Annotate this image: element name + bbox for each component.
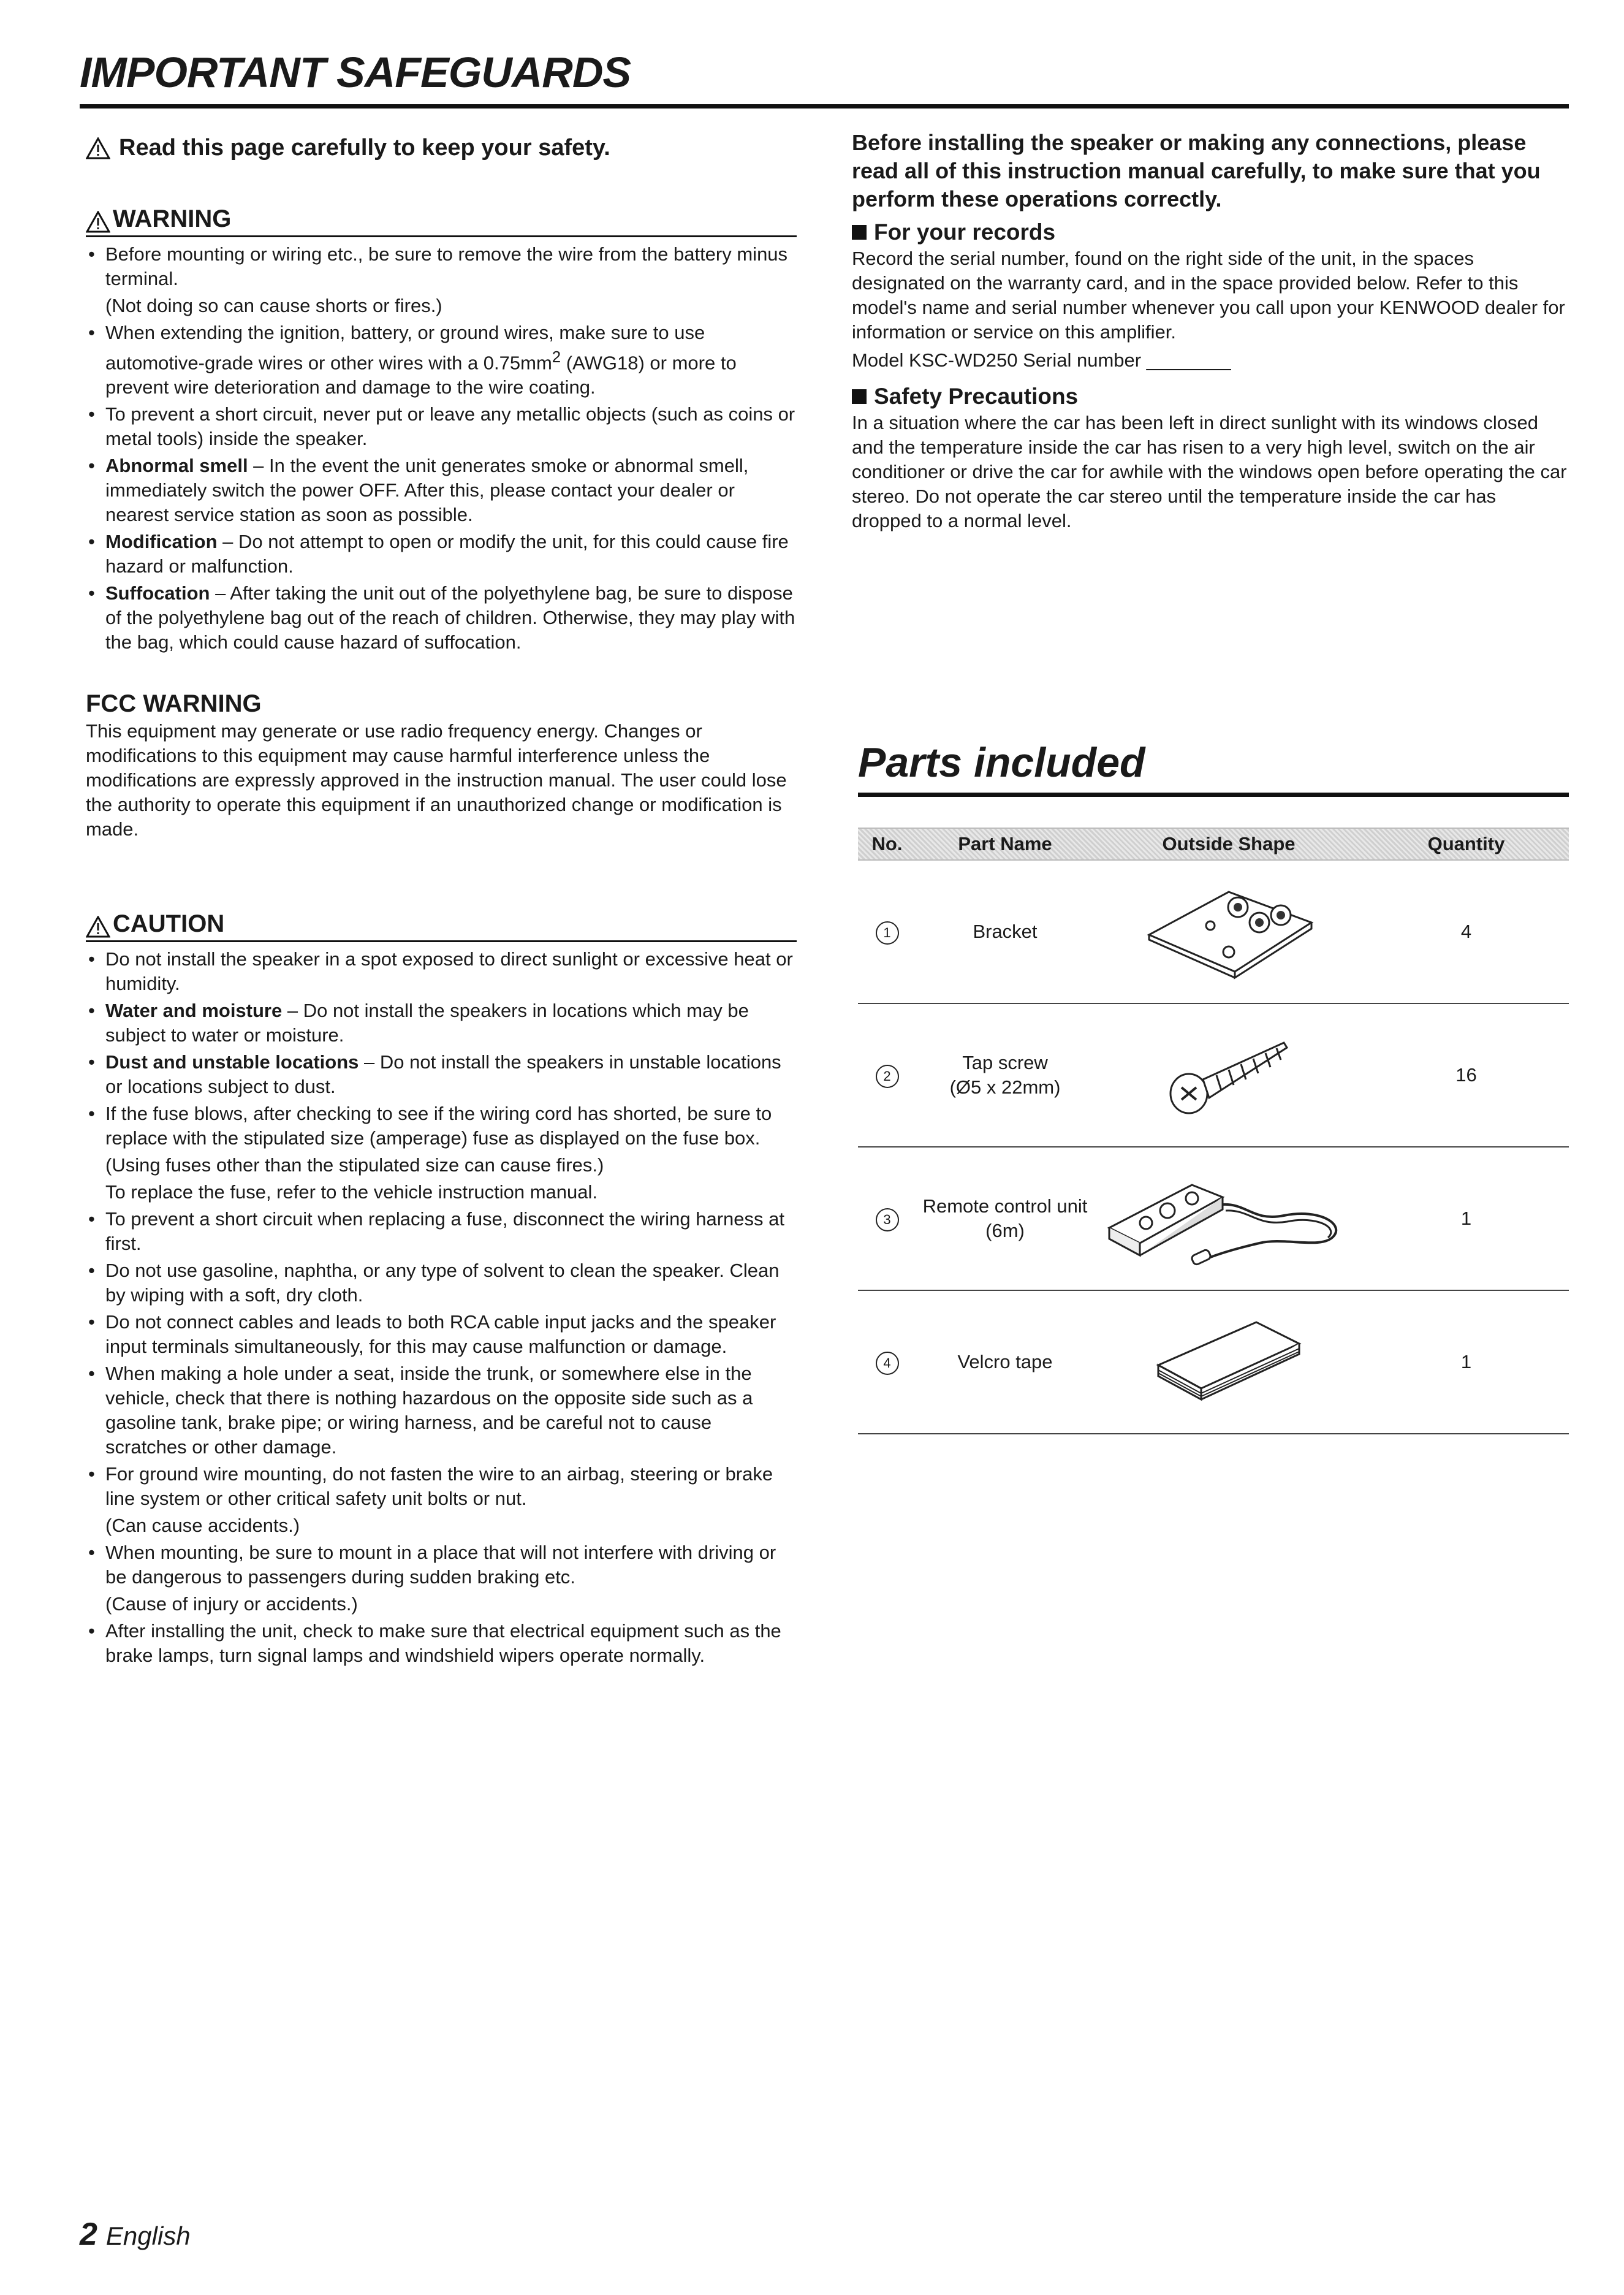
item-label: Dust and unstable locations — [105, 1051, 359, 1073]
item-text: For ground wire mounting, do not fasten the wire to an airbag, steering or brake line system or other critical safety unit bolts or nut. — [105, 1463, 773, 1510]
part-quantity: 1 — [1460, 1208, 1472, 1229]
item-label: Suffocation — [105, 582, 210, 604]
item-label: Water and moisture — [105, 1000, 283, 1022]
list-item — [86, 999, 797, 1048]
warning-list — [86, 242, 797, 655]
list-item — [86, 1310, 797, 1359]
screw-shape-icon — [1161, 1029, 1296, 1121]
install-notice: Before installing the speaker or making any connections, please read all of this instruction manual carefully, to make sure that you perform these operations correctly. — [852, 130, 1541, 211]
list-item — [86, 530, 797, 579]
item-label: Modification — [105, 531, 218, 553]
list-item — [86, 454, 797, 527]
warning-triangle-icon — [86, 211, 110, 233]
left-column — [86, 129, 797, 1670]
list-item — [86, 1102, 797, 1205]
list-item — [86, 1258, 797, 1307]
part-name: Bracket — [973, 921, 1038, 942]
bracket-shape-icon — [1137, 880, 1321, 984]
list-item — [86, 947, 797, 996]
page-number: 2 — [80, 2217, 97, 2252]
list-item — [86, 1050, 797, 1099]
records-heading — [852, 219, 1569, 245]
item-note: To replace the fuse, refer to the vehicle instruction manual. — [105, 1181, 598, 1203]
item-text: – After taking the unit out of the polyethylene bag, be sure to dispose of the polyethylene bag out of the reach of children. Otherwise, they may play with the bag, which could cause hazard of suffocation. — [105, 582, 795, 653]
part-quantity: 1 — [1460, 1351, 1472, 1372]
caution-list — [86, 947, 797, 1668]
item-note: (Can cause accidents.) — [105, 1515, 300, 1537]
warning-heading — [86, 205, 797, 237]
safety-heading — [852, 384, 1569, 409]
warning-triangle-icon — [86, 916, 110, 938]
item-note: (Not doing so can cause shorts or fires.) — [105, 295, 442, 316]
records-heading-text: For your records — [874, 219, 1056, 245]
square-bullet-icon — [852, 225, 867, 240]
column-header: Outside Shape — [1162, 833, 1296, 854]
item-text: Do not connect cables and leads to both RCA cable input jacks and the speaker input terminals simultaneously, for this may cause malfunction or damage. — [105, 1311, 776, 1358]
superscript: 2 — [552, 349, 561, 366]
list-item — [86, 1462, 797, 1538]
warning-heading-text: WARNING — [113, 205, 232, 232]
item-text: Before mounting or wiring etc., be sure to remove the wire from the battery minus terminal. — [105, 243, 788, 289]
safety-heading-text: Safety Precautions — [874, 384, 1079, 409]
part-name: Velcro tape — [957, 1351, 1053, 1372]
caution-heading-text: CAUTION — [113, 910, 225, 938]
table-row — [858, 1004, 1569, 1148]
part-quantity: 4 — [1460, 921, 1472, 942]
item-text: When making a hole under a seat, inside the trunk, or somewhere else in the vehicle, check that there is nothing hazardous on the opposite side such as a gasoline tank, brake pipe; or wiring harness, and be careful not to cause scratches or other damage. — [105, 1363, 753, 1458]
velcro-shape-icon — [1149, 1316, 1308, 1408]
list-item — [86, 321, 797, 400]
list-item — [86, 1207, 797, 1256]
table-header — [858, 828, 1569, 861]
item-number: 3 — [876, 1208, 899, 1231]
table-row — [858, 1291, 1569, 1434]
records-text: Record the serial number, found on the right side of the unit, in the spaces designated on the warranty card, and in the space provided below. Refer to this model's name and serial number whenever you call upon your KENWOOD dealer for information or service on this amplifier. — [852, 248, 1565, 343]
item-text: After installing the unit, check to make sure that electrical equipment such as the brake lamps, turn signal lamps and windshield wipers operate normally. — [105, 1620, 781, 1667]
item-text: Do not use gasoline, naphtha, or any type of solvent to clean the speaker. Clean by wiping with a soft, dry cloth. — [105, 1260, 780, 1306]
read-notice-text: Read this page carefully to keep your safety. — [119, 135, 610, 161]
part-quantity: 16 — [1455, 1064, 1477, 1086]
title-rule — [80, 104, 1569, 108]
list-item — [86, 1361, 797, 1460]
item-text: When extending the ignition, battery, or ground wires, make sure to use automotive-grade wires or other wires with a 0.75mm — [105, 322, 705, 374]
item-text: To prevent a short circuit when replacing a fuse, disconnect the wiring harness at first. — [105, 1208, 784, 1255]
column-header: Part Name — [958, 833, 1052, 854]
list-item — [86, 1619, 797, 1668]
item-text: – In the event the unit generates smoke or abnormal smell, immediately switch the power OFF. After this, please contact your dealer or nearest service station as soon as possible. — [105, 455, 749, 526]
item-text: When mounting, be sure to mount in a place that will not interfere with driving or be dangerous to passengers during sudden braking etc. — [105, 1542, 776, 1588]
list-item — [86, 1540, 797, 1616]
list-item — [86, 402, 797, 451]
footer-language: English — [105, 2221, 191, 2250]
item-number: 4 — [876, 1352, 899, 1375]
item-text: – Do not install the speakers in locations which may be subject to water or moisture. — [105, 1000, 749, 1046]
read-notice — [86, 135, 797, 161]
page-title: IMPORTANT SAFEGUARDS — [80, 48, 631, 96]
table-row — [858, 1148, 1569, 1291]
list-item — [86, 581, 797, 655]
square-bullet-icon — [852, 389, 867, 404]
right-column — [852, 129, 1569, 533]
parts-title: Parts included — [858, 739, 1145, 786]
item-text: – Do not install the speakers in unstable locations or locations subject to dust. — [105, 1051, 781, 1098]
safety-text: In a situation where the car has been left in direct sunlight with its windows closed and the temperature inside the car has risen to a very high level, switch on the air conditioner or drive the car for awhile with the windows open before operating the car stereo. Do not operate the car stereo until the temperature inside the car has dropped to a normal level. — [852, 412, 1567, 531]
item-text: Do not install the speaker in a spot exposed to direct sunlight or excessive heat or humidity. — [105, 948, 793, 995]
item-note: (Using fuses other than the stipulated size can cause fires.) — [105, 1154, 604, 1176]
caution-heading — [86, 910, 797, 942]
part-name: Remote control unit (6m) — [922, 1195, 1088, 1241]
parts-table — [858, 828, 1569, 1434]
column-header: Quantity — [1427, 833, 1505, 854]
fcc-heading: FCC WARNING — [86, 690, 262, 718]
item-note: (Cause of injury or accidents.) — [105, 1593, 358, 1615]
item-number: 2 — [876, 1065, 899, 1088]
item-text: (AWG18) or more to prevent wire deterioration and damage to the wire coating. — [105, 352, 737, 398]
model-serial-line: Model KSC-WD250 Serial number ________ — [852, 349, 1231, 371]
parts-title-rule — [858, 793, 1569, 797]
item-text: If the fuse blows, after checking to see if the wiring cord has shorted, be sure to replace with the stipulated size (amperage) fuse as displayed on the fuse box. — [105, 1103, 772, 1149]
table-row — [858, 861, 1569, 1004]
fcc-text: This equipment may generate or use radio frequency energy. Changes or modifications to this equipment may cause harmful interference unless the modifications are expressly approved in the instruction manual. The user could lose the authority to operate this equipment if an unauthorized change or modification is made. — [86, 720, 787, 840]
item-number: 1 — [876, 921, 899, 945]
part-name: Tap screw (Ø5 x 22mm) — [949, 1052, 1061, 1098]
remote-shape-icon — [1100, 1167, 1357, 1271]
item-label: Abnormal smell — [105, 455, 248, 477]
list-item — [86, 242, 797, 318]
item-text: – Do not attempt to open or modify the unit, for this could cause fire hazard or malfunction. — [105, 531, 789, 577]
page-footer — [80, 2216, 191, 2253]
item-text: To prevent a short circuit, never put or leave any metallic objects (such as coins or metal tools) inside the speaker. — [105, 403, 795, 450]
warning-triangle-icon — [86, 137, 110, 159]
column-header: No. — [871, 833, 903, 854]
